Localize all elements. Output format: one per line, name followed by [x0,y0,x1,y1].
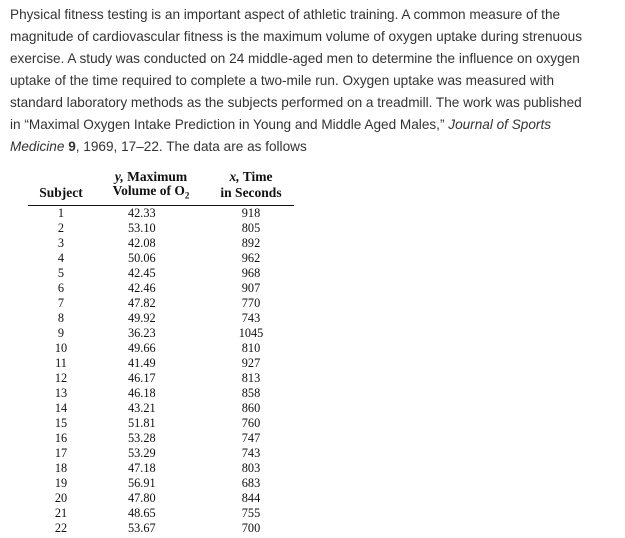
paragraph-line: Physical fitness testing is an important aspect of athletic training. A common measure of the [10,7,561,22]
table-row [28,205,294,221]
time-cell: 743 [241,310,261,325]
paragraph-line [10,114,615,136]
subject-cell: 8 [57,310,65,325]
time-cell: 683 [241,475,261,490]
oxygen-cell: 51.81 [128,415,156,430]
time-cell: 805 [241,220,261,235]
header-y-line2 [94,184,208,205]
oxygen-cell: 47.18 [128,460,156,475]
table-row [28,266,294,281]
time-cell: 747 [241,430,261,445]
subject-cell: 6 [57,280,65,295]
paragraph-line: uptake of the time required to complete a two-mile run. Oxygen uptake was measured with [10,73,555,88]
oxygen-cell: 53.67 [128,520,156,535]
subject-cell: 7 [57,295,65,310]
x-variable: x, [229,169,240,184]
citation-text: in “Maximal Oxygen Intake Prediction in Young and Middle Aged Males,” [10,117,449,132]
time-cell: 803 [241,460,261,475]
table-row [28,386,294,401]
time-cell: 760 [241,415,261,430]
subject-cell: 21 [54,505,68,520]
journal-name: Journal of Sports [448,117,552,132]
y-label: Volume of O [112,183,185,198]
subject-cell: 18 [54,460,68,475]
table-row [28,311,294,326]
subject-cell: 11 [55,355,67,370]
subject-cell: 22 [54,520,68,535]
time-cell: 810 [241,340,261,355]
header-y-line1 [94,170,208,184]
time-cell: 743 [241,445,261,460]
subject-cell: 4 [57,250,65,265]
time-cell: 860 [241,400,261,415]
y-label: Maximum [127,169,188,184]
oxygen-cell: 46.17 [128,370,156,385]
oxygen-cell: 49.66 [128,340,156,355]
time-cell: 700 [241,520,261,535]
paragraph-line [10,136,615,158]
time-cell: 962 [241,250,261,265]
header-x-line1 [208,170,294,184]
x-label: Time [242,169,273,184]
subscript: 2 [184,190,190,201]
subject-cell: 12 [54,370,68,385]
table-row [28,356,294,371]
time-cell: 927 [241,355,261,370]
oxygen-cell: 48.65 [128,505,156,520]
time-cell: 755 [241,505,261,520]
header-x-line2: in Seconds [208,184,294,205]
time-cell: 892 [241,235,261,250]
table-row [28,416,294,431]
table-row [28,446,294,461]
subject-cell: 10 [54,340,68,355]
subject-cell: 1 [57,205,65,220]
oxygen-cell: 42.45 [128,265,156,280]
oxygen-cell: 42.46 [128,280,156,295]
subject-cell: 20 [54,490,68,505]
table-row [28,371,294,386]
oxygen-cell: 47.82 [128,295,156,310]
header-blank [28,170,94,184]
oxygen-cell: 53.28 [128,430,156,445]
intro-paragraph [10,4,615,158]
table-row [28,281,294,296]
oxygen-cell: 42.08 [128,235,156,250]
subject-cell: 19 [54,475,68,490]
subject-cell: 13 [54,385,68,400]
table-row [28,521,294,536]
table-row [28,431,294,446]
table-row [28,341,294,356]
data-table [28,170,294,536]
time-cell: 918 [241,205,261,220]
time-cell: 770 [241,295,261,310]
subject-cell: 2 [57,220,65,235]
table-row [28,401,294,416]
table-row [28,476,294,491]
time-cell: 907 [241,280,261,295]
table-row [28,236,294,251]
table-row [28,491,294,506]
subject-cell: 9 [57,325,65,340]
time-cell: 858 [241,385,261,400]
journal-volume: 9 [68,139,76,154]
oxygen-cell: 47.80 [128,490,156,505]
subject-cell: 3 [57,235,65,250]
oxygen-cell: 53.10 [128,220,156,235]
paragraph-line: magnitude of cardiovascular fitness is the maximum volume of oxygen uptake during strenuous [10,29,582,44]
subject-cell: 17 [54,445,68,460]
table-body [28,205,294,536]
subject-cell: 16 [54,430,68,445]
table-row [28,251,294,266]
oxygen-cell: 49.92 [128,310,156,325]
citation-text: , 1969, 17–22. The data are as follows [75,139,307,154]
subject-cell: 5 [57,265,65,280]
paragraph-line: standard laboratory methods as the subjects performed on a treadmill. The work was published [10,95,582,110]
oxygen-cell: 56.91 [128,475,156,490]
header-subject: Subject [28,184,94,205]
journal-name: Medicine [10,139,65,154]
oxygen-cell: 41.49 [128,355,156,370]
time-cell: 813 [241,370,261,385]
oxygen-cell: 46.18 [128,385,156,400]
table-row [28,506,294,521]
paragraph-line: exercise. A study was conducted on 24 middle-aged men to determine the influence on oxygen [10,51,580,66]
y-variable: y, [114,169,124,184]
table-row [28,461,294,476]
oxygen-cell: 50.06 [128,250,156,265]
time-cell: 968 [241,265,261,280]
table-row [28,221,294,236]
table-row [28,296,294,311]
time-cell: 1045 [238,325,264,340]
subject-cell: 14 [54,400,68,415]
oxygen-cell: 53.29 [128,445,156,460]
time-cell: 844 [241,490,261,505]
oxygen-cell: 42.33 [128,205,156,220]
oxygen-cell: 43.21 [128,400,156,415]
table-row [28,326,294,341]
oxygen-cell: 36.23 [128,325,156,340]
subject-cell: 15 [54,415,68,430]
data-table-container [28,170,294,536]
